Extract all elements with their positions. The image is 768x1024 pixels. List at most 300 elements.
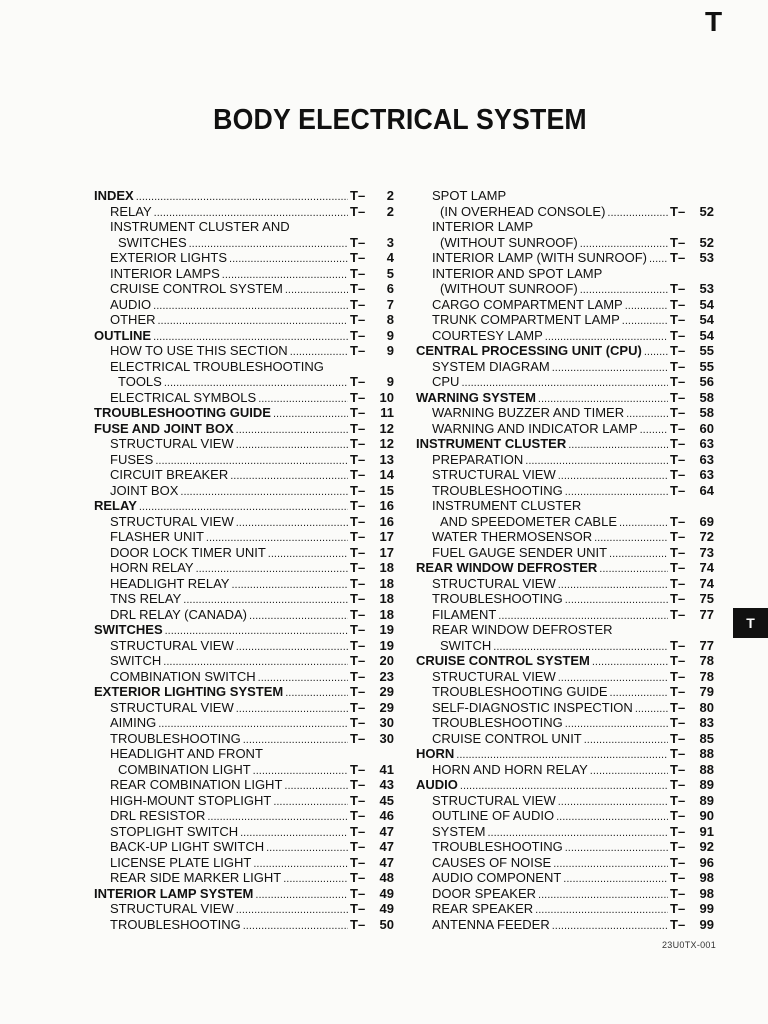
toc-page-number: 53 <box>699 281 714 296</box>
toc-entry[interactable] <box>416 452 714 468</box>
toc-section-entry[interactable] <box>416 560 714 576</box>
toc-entry[interactable] <box>416 250 714 266</box>
toc-entry[interactable] <box>94 436 394 452</box>
toc-entry[interactable] <box>416 731 714 747</box>
toc-page-number: 23 <box>379 668 394 684</box>
toc-page-number: 64 <box>699 482 714 498</box>
toc-entry[interactable] <box>416 762 714 778</box>
toc-entry[interactable] <box>416 638 714 654</box>
toc-entry[interactable] <box>94 281 394 297</box>
toc-entry-title: SWITCHES <box>94 622 163 637</box>
toc-section-entry[interactable] <box>94 405 394 421</box>
toc-page-prefix: T– <box>350 405 366 420</box>
toc-page-number: 14 <box>379 467 394 482</box>
toc-entry-title: OTHER <box>110 312 156 327</box>
toc-page-prefix: T– <box>670 870 686 885</box>
toc-section-entry[interactable] <box>94 188 394 204</box>
toc-leader-dots <box>273 795 348 811</box>
toc-entry[interactable] <box>94 235 394 251</box>
toc-page-number: 9 <box>386 327 394 343</box>
toc-page-number: 74 <box>699 560 714 575</box>
toc-page-prefix: T– <box>670 746 686 761</box>
toc-leader-dots <box>644 345 668 361</box>
toc-entry[interactable] <box>94 731 394 747</box>
toc-entry-title: AUDIO <box>110 296 152 312</box>
toc-entry[interactable] <box>416 886 714 902</box>
toc-leader-dots <box>622 314 668 330</box>
toc-page-number: 30 <box>379 730 394 746</box>
toc-entry-title: SWITCHES <box>118 234 187 250</box>
toc-entry[interactable] <box>416 312 714 328</box>
toc-entry-title: COMBINATION SWITCH <box>110 668 256 684</box>
toc-entry[interactable] <box>94 901 394 917</box>
toc-entry-title: REAR SPEAKER <box>432 901 534 916</box>
toc-page-number: 30 <box>379 715 394 730</box>
toc-entry[interactable] <box>94 529 394 545</box>
toc-leader-dots <box>236 903 348 919</box>
toc-left-column <box>94 188 394 932</box>
toc-entry[interactable] <box>94 638 394 654</box>
toc-entry[interactable] <box>416 839 714 855</box>
toc-entry-title: FUSE AND JOINT BOX <box>94 420 234 436</box>
toc-leader-dots <box>136 190 348 206</box>
toc-page-prefix: T– <box>670 808 686 823</box>
toc-entry-title: TNS RELAY <box>110 591 182 606</box>
toc-entry[interactable] <box>416 917 714 933</box>
toc-entry[interactable] <box>94 452 394 468</box>
toc-page-number: 88 <box>699 761 714 777</box>
toc-page-number: 98 <box>699 870 714 885</box>
toc-section-entry[interactable] <box>94 622 394 638</box>
toc-page-number: 3 <box>386 234 394 250</box>
toc-page-number: 56 <box>699 374 714 389</box>
toc-entry[interactable] <box>94 762 394 778</box>
toc-entry[interactable] <box>94 514 394 530</box>
toc-leader-dots <box>584 733 668 749</box>
toc-page-number: 8 <box>386 312 394 327</box>
toc-entry[interactable] <box>94 746 394 762</box>
toc-entry[interactable] <box>416 328 714 344</box>
toc-page-prefix: T– <box>670 653 686 668</box>
toc-section-entry[interactable] <box>94 684 394 700</box>
toc-section-entry[interactable] <box>416 653 714 669</box>
toc-entry[interactable] <box>94 777 394 793</box>
toc-entry-title: INTERIOR LAMP <box>432 219 534 234</box>
toc-entry-title: INTERIOR LAMP SYSTEM <box>94 885 254 901</box>
toc-section-entry[interactable] <box>416 343 714 359</box>
toc-entry-title: INDEX <box>94 188 134 203</box>
toc-entry-title: STRUCTURAL VIEW <box>432 792 556 808</box>
toc-entry-title: LICENSE PLATE LIGHT <box>110 854 252 870</box>
toc-entry[interactable] <box>416 870 714 886</box>
toc-entry[interactable] <box>94 808 394 824</box>
toc-page-prefix: T– <box>670 343 686 358</box>
toc-entry-title: FUEL GAUGE SENDER UNIT <box>432 544 608 560</box>
toc-entry-title: STRUCTURAL VIEW <box>432 575 556 591</box>
toc-page-number: 2 <box>386 188 394 203</box>
toc-entry-title: CPU <box>432 374 460 389</box>
toc-entry-title: WARNING BUZZER AND TIMER <box>432 405 625 420</box>
toc-entry[interactable] <box>416 374 714 390</box>
toc-entry-title: REAR WINDOW DEFROSTER <box>416 560 598 575</box>
toc-page-number: 49 <box>379 885 394 901</box>
toc-entry-title: COURTESY LAMP <box>432 327 543 343</box>
toc-entry[interactable] <box>416 297 714 313</box>
toc-page-prefix: T– <box>350 188 366 203</box>
toc-entry-title: SWITCH <box>110 653 162 668</box>
toc-entry[interactable] <box>94 653 394 669</box>
toc-entry[interactable] <box>416 514 714 530</box>
toc-page-number: 54 <box>699 327 714 343</box>
toc-entry[interactable] <box>94 839 394 855</box>
toc-entry[interactable] <box>94 700 394 716</box>
toc-entry[interactable] <box>94 545 394 561</box>
toc-page-number: 89 <box>699 777 714 792</box>
toc-page-prefix: T– <box>350 312 366 327</box>
toc-entry-title: AIMING <box>110 715 157 730</box>
toc-entry[interactable] <box>416 700 714 716</box>
toc-page-prefix: T– <box>350 467 366 482</box>
toc-leader-dots <box>558 578 668 594</box>
toc-page-prefix: T– <box>670 761 686 777</box>
toc-page-prefix: T– <box>670 405 686 420</box>
toc-page-number: 78 <box>699 668 714 684</box>
toc-page-prefix: T– <box>350 808 366 823</box>
toc-entry[interactable] <box>94 576 394 592</box>
toc-entry-title: RELAY <box>110 203 152 219</box>
toc-entry-title: CARGO COMPARTMENT LAMP <box>432 296 623 312</box>
toc-entry-title: CRUISE CONTROL SYSTEM <box>110 281 283 296</box>
toc-leader-dots <box>243 919 348 935</box>
toc-entry[interactable] <box>94 715 394 731</box>
toc-entry[interactable] <box>94 374 394 390</box>
toc-entry-title: STRUCTURAL VIEW <box>432 467 556 482</box>
toc-entry[interactable] <box>94 297 394 313</box>
toc-page-number: 52 <box>699 234 714 250</box>
toc-entry[interactable] <box>416 622 714 638</box>
toc-page-prefix: T– <box>350 265 366 281</box>
toc-entry-title: CAUSES OF NOISE <box>432 854 552 870</box>
toc-page-number: 48 <box>379 870 394 885</box>
toc-page-number: 13 <box>379 451 394 467</box>
toc-page-number: 52 <box>699 203 714 219</box>
toc-entry[interactable] <box>416 855 714 871</box>
toc-page-prefix: T– <box>670 591 686 606</box>
toc-page-prefix: T– <box>350 296 366 312</box>
toc-page-prefix: T– <box>350 203 366 219</box>
toc-page-prefix: T– <box>350 591 366 606</box>
toc-section-entry[interactable] <box>94 498 394 514</box>
toc-entry-title: INSTRUMENT CLUSTER AND <box>110 219 290 234</box>
toc-entry[interactable] <box>94 607 394 623</box>
toc-entry-title: INTERIOR LAMP (WITH SUNROOF) <box>432 250 647 265</box>
toc-entry[interactable] <box>416 669 714 685</box>
toc-page-number: 29 <box>379 684 394 699</box>
toc-entry-title: AUDIO <box>416 777 458 792</box>
toc-page-number: 60 <box>699 420 714 436</box>
toc-entry-title: TOOLS <box>118 374 162 389</box>
toc-leader-dots <box>625 299 668 315</box>
toc-page-number: 55 <box>699 358 714 374</box>
page-title: BODY ELECTRICAL SYSTEM <box>213 104 587 136</box>
toc-page-prefix: T– <box>350 575 366 591</box>
toc-page-number: 99 <box>699 916 714 932</box>
toc-leader-dots <box>249 609 348 625</box>
toc-page-prefix: T– <box>670 374 686 389</box>
toc-entry-title: TROUBLESHOOTING <box>432 839 563 854</box>
toc-page-prefix: T– <box>350 451 366 467</box>
toc-entry-title: CENTRAL PROCESSING UNIT (CPU) <box>416 343 642 358</box>
toc-entry[interactable] <box>94 343 394 359</box>
toc-entry[interactable] <box>94 793 394 809</box>
toc-entry[interactable] <box>416 359 714 375</box>
toc-entry[interactable] <box>416 793 714 809</box>
toc-entry-title: CRUISE CONTROL SYSTEM <box>416 653 590 668</box>
toc-page-number: 4 <box>386 250 394 265</box>
toc-entry-title: WATER THERMOSENSOR <box>432 529 593 544</box>
toc-page-number: 20 <box>379 653 394 668</box>
section-letter: T <box>705 6 723 37</box>
toc-entry-title: ELECTRICAL SYMBOLS <box>110 389 257 405</box>
toc-entry-title: WARNING SYSTEM <box>416 389 536 405</box>
toc-entry-title: STRUCTURAL VIEW <box>110 901 234 916</box>
toc-entry[interactable] <box>416 591 714 607</box>
toc-entry-title: HORN RELAY <box>110 560 194 575</box>
toc-page-prefix: T– <box>670 668 686 684</box>
toc-page-number: 47 <box>379 839 394 854</box>
toc-entry[interactable] <box>416 188 714 204</box>
toc-page-prefix: T– <box>350 343 366 358</box>
toc-leader-dots <box>558 469 668 485</box>
toc-leader-dots <box>231 578 348 594</box>
toc-page-number: 9 <box>386 374 394 389</box>
toc-page-number: 7 <box>386 296 394 312</box>
toc-entry[interactable] <box>94 390 394 406</box>
toc-leader-dots <box>599 562 668 578</box>
toc-leader-dots <box>284 779 348 795</box>
toc-section-entry[interactable] <box>416 390 714 406</box>
toc-page-prefix: T– <box>670 513 686 529</box>
toc-right-column <box>416 188 714 932</box>
toc-entry-title: AUDIO COMPONENT <box>432 870 562 885</box>
toc-entry-title: OUTLINE <box>94 327 152 343</box>
toc-leader-dots <box>565 593 668 609</box>
toc-entry-title: DOOR LOCK TIMER UNIT <box>110 544 266 560</box>
toc-page-number: 74 <box>699 575 714 591</box>
toc-page-number: 6 <box>386 281 394 296</box>
toc-page-prefix: T– <box>350 885 366 901</box>
toc-leader-dots <box>565 841 668 857</box>
toc-leader-dots <box>590 764 668 780</box>
toc-entry[interactable] <box>416 219 714 235</box>
toc-page-number: 41 <box>379 761 394 777</box>
toc-page-prefix: T– <box>670 839 686 854</box>
toc-page-prefix: T– <box>670 823 686 839</box>
toc-page-prefix: T– <box>670 420 686 436</box>
toc-page-prefix: T– <box>670 699 686 715</box>
toc-entry-title: WARNING AND INDICATOR LAMP <box>432 420 638 436</box>
toc-page-number: 91 <box>699 823 714 839</box>
toc-page-number: 98 <box>699 885 714 901</box>
toc-entry[interactable] <box>94 219 394 235</box>
toc-page-prefix: T– <box>670 637 686 653</box>
toc-entry-title: HORN <box>416 746 455 761</box>
toc-page-prefix: T– <box>350 668 366 684</box>
toc-entry[interactable] <box>416 266 714 282</box>
toc-entry-title: TROUBLESHOOTING GUIDE <box>94 405 271 420</box>
toc-entry-title: REAR WINDOW DEFROSTER <box>432 622 613 637</box>
toc-entry[interactable] <box>416 824 714 840</box>
toc-section-entry[interactable] <box>416 777 714 793</box>
toc-page-prefix: T– <box>670 234 686 250</box>
toc-entry-title: INTERIOR LAMPS <box>110 265 220 281</box>
toc-entry[interactable] <box>94 467 394 483</box>
toc-entry[interactable] <box>94 204 394 220</box>
toc-entry-title: HOW TO USE THIS SECTION <box>110 343 288 358</box>
toc-page-prefix: T– <box>350 498 366 513</box>
toc-entry-title: TROUBLESHOOTING <box>432 482 563 498</box>
toc-page-prefix: T– <box>670 730 686 746</box>
toc-entry[interactable] <box>416 715 714 731</box>
toc-page-prefix: T– <box>350 544 366 560</box>
toc-entry-title: OUTLINE OF AUDIO <box>432 808 555 823</box>
toc-entry-title: FLASHER UNIT <box>110 529 204 544</box>
toc-page-number: 16 <box>379 513 394 529</box>
toc-page-number: 12 <box>379 420 394 436</box>
toc-entry[interactable] <box>94 560 394 576</box>
toc-section-entry[interactable] <box>94 328 394 344</box>
toc-entry[interactable] <box>94 917 394 933</box>
toc-page-prefix: T– <box>670 575 686 591</box>
toc-page-prefix: T– <box>670 281 686 296</box>
toc-page-number: 78 <box>699 653 714 668</box>
toc-entry[interactable] <box>416 901 714 917</box>
toc-entry[interactable] <box>416 498 714 514</box>
toc-entry-title: STRUCTURAL VIEW <box>110 436 234 451</box>
toc-entry-title: (WITHOUT SUNROOF) <box>440 234 578 250</box>
toc-section-entry[interactable] <box>94 886 394 902</box>
toc-entry[interactable] <box>416 483 714 499</box>
toc-leader-dots <box>640 423 668 439</box>
toc-entry-title: HEADLIGHT AND FRONT <box>110 746 263 761</box>
toc-entry-title: STRUCTURAL VIEW <box>110 699 234 715</box>
toc-page-number: 50 <box>379 916 394 932</box>
toc-entry[interactable] <box>94 855 394 871</box>
toc-entry[interactable] <box>416 204 714 220</box>
toc-page-prefix: T– <box>350 854 366 870</box>
toc-section-entry[interactable] <box>94 421 394 437</box>
toc-page-number: 77 <box>699 637 714 653</box>
toc-page-number: 77 <box>699 606 714 622</box>
toc-page-prefix: T– <box>350 715 366 730</box>
toc-entry[interactable] <box>94 483 394 499</box>
toc-leader-dots <box>285 283 348 299</box>
toc-entry[interactable] <box>416 235 714 251</box>
toc-entry-title: TROUBLESHOOTING <box>432 591 563 606</box>
toc-page-prefix: T– <box>670 560 686 575</box>
toc-page-prefix: T– <box>350 622 366 637</box>
toc-page-prefix: T– <box>670 684 686 699</box>
toc-entry-title: ANTENNA FEEDER <box>432 916 550 932</box>
toc-entry[interactable] <box>416 405 714 421</box>
toc-entry[interactable] <box>416 467 714 483</box>
toc-page-prefix: T– <box>350 389 366 405</box>
toc-page-prefix: T– <box>670 467 686 482</box>
toc-page-number: 15 <box>379 482 394 498</box>
toc-entry-title: HIGH-MOUNT STOPLIGHT <box>110 792 272 808</box>
toc-page-number: 45 <box>379 792 394 808</box>
toc-entry[interactable] <box>416 529 714 545</box>
toc-page-number: 11 <box>380 405 394 420</box>
toc-page-prefix: T– <box>350 684 366 699</box>
toc-entry[interactable] <box>94 359 394 375</box>
toc-entry[interactable] <box>94 824 394 840</box>
toc-entry-title: PREPARATION <box>432 451 524 467</box>
toc-leader-dots <box>552 361 668 377</box>
toc-entry-title: CRUISE CONTROL UNIT <box>432 730 582 746</box>
toc-entry-title: STRUCTURAL VIEW <box>110 637 234 653</box>
toc-leader-dots <box>553 857 668 873</box>
section-tab[interactable]: T <box>733 608 768 638</box>
toc-page-number: 10 <box>379 389 394 405</box>
toc-page-number: 75 <box>699 591 714 606</box>
toc-entry[interactable] <box>94 266 394 282</box>
toc-entry-title: FILAMENT <box>432 606 497 622</box>
toc-page-number: 54 <box>699 312 714 327</box>
toc-leader-dots <box>592 655 668 671</box>
toc-entry[interactable] <box>94 870 394 886</box>
toc-leader-dots <box>236 702 348 718</box>
toc-entry-title: TROUBLESHOOTING <box>432 715 563 730</box>
toc-entry-title: SELF-DIAGNOSTIC INSPECTION <box>432 699 633 715</box>
toc-leader-dots <box>556 810 668 826</box>
toc-entry[interactable] <box>94 250 394 266</box>
toc-leader-dots <box>236 438 348 454</box>
toc-entry[interactable] <box>94 591 394 607</box>
toc-section-entry[interactable] <box>416 436 714 452</box>
toc-entry[interactable] <box>416 576 714 592</box>
toc-entry-title: TROUBLESHOOTING GUIDE <box>432 684 608 699</box>
toc-entry-title: (IN OVERHEAD CONSOLE) <box>440 203 606 219</box>
toc-entry[interactable] <box>416 684 714 700</box>
toc-entry[interactable] <box>416 808 714 824</box>
toc-page-prefix: T– <box>350 606 366 622</box>
toc-page-prefix: T– <box>350 761 366 777</box>
toc-entry-title: REAR COMBINATION LIGHT <box>110 777 283 792</box>
footer-code: 23U0TX-001 <box>662 940 717 950</box>
toc-page-prefix: T– <box>350 777 366 792</box>
toc-entry-title: ELECTRICAL TROUBLESHOOTING <box>110 358 324 374</box>
toc-entry-title: FUSES <box>110 451 154 467</box>
toc-leader-dots <box>255 888 348 904</box>
toc-page-number: 16 <box>379 498 394 513</box>
toc-page-prefix: T– <box>670 327 686 343</box>
toc-page-prefix: T– <box>670 296 686 312</box>
toc-leader-dots <box>568 438 668 454</box>
toc-entry[interactable] <box>416 545 714 561</box>
toc-page-prefix: T– <box>350 839 366 854</box>
toc-leader-dots <box>180 485 348 501</box>
toc-page-prefix: T– <box>670 854 686 870</box>
toc-entry[interactable] <box>416 421 714 437</box>
toc-entry[interactable] <box>94 312 394 328</box>
toc-entry-title: AND SPEEDOMETER CABLE <box>440 513 617 529</box>
toc-entry[interactable] <box>416 281 714 297</box>
toc-entry[interactable] <box>416 607 714 623</box>
toc-entry[interactable] <box>94 669 394 685</box>
toc-entry-title: SWITCH <box>440 637 492 653</box>
toc-section-entry[interactable] <box>416 746 714 762</box>
